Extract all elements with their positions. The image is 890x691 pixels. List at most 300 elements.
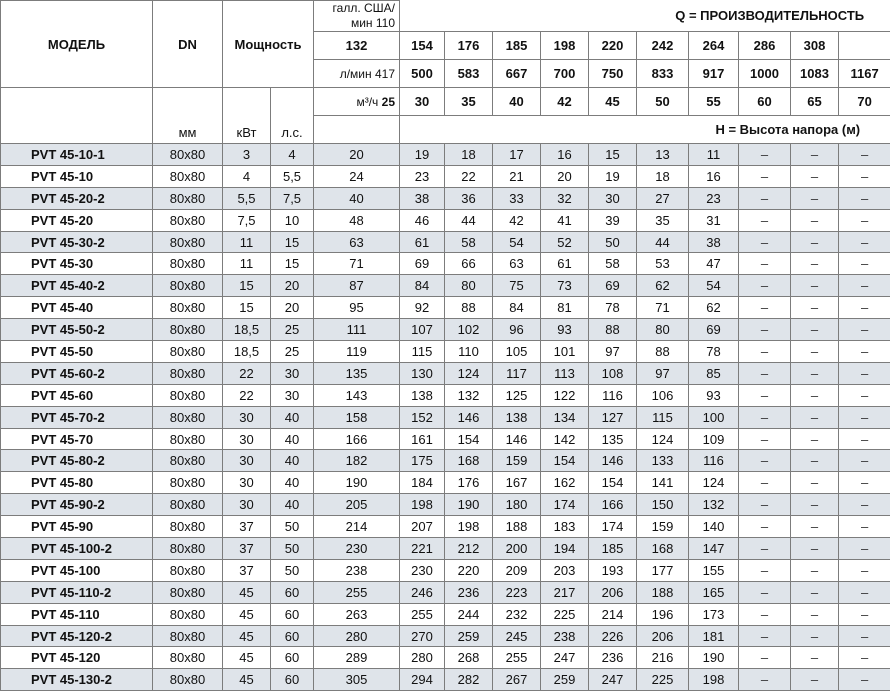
m3h-start-value: 25	[382, 95, 395, 109]
head-value-cell: 18	[637, 165, 689, 187]
dn-cell: 80x80	[153, 581, 223, 603]
head-value-cell: 289	[314, 647, 400, 669]
head-value-cell: 17	[493, 144, 541, 166]
head-value-cell: 226	[589, 625, 637, 647]
lpm-value: 833	[637, 60, 689, 88]
head-value-cell: 180	[493, 494, 541, 516]
head-value-cell: 22	[445, 165, 493, 187]
m3h-value: 65	[791, 88, 839, 116]
head-value-cell: 154	[589, 472, 637, 494]
head-value-cell: –	[739, 625, 791, 647]
head-value-cell: 71	[637, 297, 689, 319]
table-row	[1, 362, 890, 384]
hp-cell: 60	[271, 669, 314, 691]
table-row	[1, 165, 890, 187]
gpm-value: 198	[541, 32, 589, 60]
table-row	[1, 253, 890, 275]
head-value-cell: 97	[637, 362, 689, 384]
model-cell: PVT 45-90	[1, 516, 153, 538]
head-value-cell: –	[839, 341, 890, 363]
head-value-cell: 142	[541, 428, 589, 450]
kw-cell: 3	[223, 144, 271, 166]
header-model: МОДЕЛЬ	[1, 1, 153, 88]
table-row	[1, 603, 890, 625]
head-value-cell: 141	[637, 472, 689, 494]
model-cell: PVT 45-120-2	[1, 625, 153, 647]
head-value-cell: 15	[589, 144, 637, 166]
head-value-cell: 263	[314, 603, 400, 625]
head-value-cell: –	[839, 516, 890, 538]
head-value-cell: 174	[589, 516, 637, 538]
head-value-cell: 13	[637, 144, 689, 166]
head-value-cell: –	[791, 275, 839, 297]
dn-cell: 80x80	[153, 669, 223, 691]
head-value-cell: –	[739, 319, 791, 341]
model-cell: PVT 45-30	[1, 253, 153, 275]
head-value-cell: –	[739, 559, 791, 581]
hp-cell: 60	[271, 625, 314, 647]
kw-cell: 30	[223, 472, 271, 494]
dn-cell: 80x80	[153, 165, 223, 187]
head-value-cell: –	[839, 450, 890, 472]
table-header	[1, 1, 890, 144]
head-value-cell: –	[839, 538, 890, 560]
dn-cell: 80x80	[153, 297, 223, 319]
head-value-cell: 198	[445, 516, 493, 538]
m3h-value: 42	[541, 88, 589, 116]
header-hp: л.с.	[271, 88, 314, 144]
table-row	[1, 450, 890, 472]
m3h-value: 50	[637, 88, 689, 116]
head-value-cell: 176	[445, 472, 493, 494]
head-value-cell: 31	[689, 209, 739, 231]
head-value-cell: 18	[445, 144, 493, 166]
head-value-cell: 84	[400, 275, 445, 297]
lpm-start-value: 417	[375, 67, 395, 81]
table-row	[1, 516, 890, 538]
head-value-cell: 54	[493, 231, 541, 253]
model-cell: PVT 45-70-2	[1, 406, 153, 428]
head-value-cell: –	[791, 625, 839, 647]
head-value-cell: 81	[541, 297, 589, 319]
head-value-cell: –	[791, 472, 839, 494]
table-row	[1, 406, 890, 428]
head-value-cell: –	[739, 494, 791, 516]
head-value-cell: –	[839, 165, 890, 187]
head-value-cell: 225	[637, 669, 689, 691]
header-head-spacer	[314, 116, 400, 144]
head-value-cell: 63	[493, 253, 541, 275]
head-value-cell: 198	[689, 669, 739, 691]
head-value-cell: –	[839, 362, 890, 384]
head-value-cell: 259	[541, 669, 589, 691]
head-value-cell: –	[839, 559, 890, 581]
dn-cell: 80x80	[153, 603, 223, 625]
head-value-cell: 69	[689, 319, 739, 341]
head-value-cell: 21	[493, 165, 541, 187]
head-value-cell: 111	[314, 319, 400, 341]
head-value-cell: 93	[541, 319, 589, 341]
head-value-cell: 198	[400, 494, 445, 516]
head-value-cell: –	[739, 516, 791, 538]
hp-cell: 40	[271, 494, 314, 516]
head-value-cell: 117	[493, 362, 541, 384]
head-value-cell: 147	[689, 538, 739, 560]
head-value-cell: –	[791, 450, 839, 472]
head-value-cell: –	[839, 647, 890, 669]
model-cell: PVT 45-70	[1, 428, 153, 450]
kw-cell: 18,5	[223, 341, 271, 363]
head-value-cell: –	[839, 581, 890, 603]
model-cell: PVT 45-80-2	[1, 450, 153, 472]
kw-cell: 45	[223, 581, 271, 603]
dn-cell: 80x80	[153, 494, 223, 516]
gpm-value: 185	[493, 32, 541, 60]
head-value-cell: 280	[400, 647, 445, 669]
table-row	[1, 559, 890, 581]
dn-cell: 80x80	[153, 144, 223, 166]
head-value-cell: 88	[637, 341, 689, 363]
gpm-value: 264	[689, 32, 739, 60]
head-value-cell: –	[739, 165, 791, 187]
head-value-cell: –	[791, 516, 839, 538]
head-value-cell: 167	[493, 472, 541, 494]
head-value-cell: 92	[400, 297, 445, 319]
head-value-cell: 27	[637, 187, 689, 209]
head-value-cell: 88	[589, 319, 637, 341]
hp-cell: 60	[271, 647, 314, 669]
hp-cell: 15	[271, 231, 314, 253]
head-value-cell: 154	[445, 428, 493, 450]
dn-cell: 80x80	[153, 406, 223, 428]
table-row	[1, 384, 890, 406]
head-value-cell: –	[791, 647, 839, 669]
gpm-value: 286	[739, 32, 791, 60]
table-row	[1, 625, 890, 647]
head-value-cell: 85	[689, 362, 739, 384]
kw-cell: 11	[223, 231, 271, 253]
hp-cell: 50	[271, 559, 314, 581]
head-value-cell: 16	[541, 144, 589, 166]
head-value-cell: –	[739, 362, 791, 384]
head-value-cell: 69	[400, 253, 445, 275]
head-value-cell: –	[739, 581, 791, 603]
head-value-cell: 247	[541, 647, 589, 669]
head-value-cell: 20	[541, 165, 589, 187]
model-cell: PVT 45-110	[1, 603, 153, 625]
head-value-cell: 36	[445, 187, 493, 209]
head-value-cell: 132	[689, 494, 739, 516]
model-cell: PVT 45-40	[1, 297, 153, 319]
head-value-cell: –	[839, 625, 890, 647]
head-value-cell: 196	[637, 603, 689, 625]
table-row	[1, 341, 890, 363]
table-row	[1, 581, 890, 603]
head-value-cell: 119	[314, 341, 400, 363]
head-value-cell: –	[839, 297, 890, 319]
head-value-cell: 236	[589, 647, 637, 669]
kw-cell: 15	[223, 275, 271, 297]
head-value-cell: 236	[445, 581, 493, 603]
head-value-cell: –	[839, 428, 890, 450]
dn-cell: 80x80	[153, 428, 223, 450]
head-value-cell: 23	[689, 187, 739, 209]
head-value-cell: 39	[589, 209, 637, 231]
model-cell: PVT 45-10	[1, 165, 153, 187]
head-value-cell: 193	[589, 559, 637, 581]
head-value-cell: 165	[689, 581, 739, 603]
lpm-label-text: л/мин	[340, 67, 372, 81]
gpm-value: 154	[400, 32, 445, 60]
head-value-cell: 110	[445, 341, 493, 363]
head-value-cell: 247	[589, 669, 637, 691]
kw-cell: 37	[223, 559, 271, 581]
head-value-cell: 20	[314, 144, 400, 166]
model-cell: PVT 45-40-2	[1, 275, 153, 297]
head-value-cell: 205	[314, 494, 400, 516]
head-value-cell: –	[791, 297, 839, 319]
head-value-cell: –	[739, 669, 791, 691]
head-value-cell: 182	[314, 450, 400, 472]
head-value-cell: 124	[637, 428, 689, 450]
head-value-cell: 168	[445, 450, 493, 472]
head-value-cell: 78	[689, 341, 739, 363]
head-value-cell: –	[791, 165, 839, 187]
kw-cell: 45	[223, 603, 271, 625]
header-kw: кВт	[223, 88, 271, 144]
head-value-cell: 47	[689, 253, 739, 275]
hp-cell: 25	[271, 341, 314, 363]
table-row	[1, 647, 890, 669]
head-value-cell: 143	[314, 384, 400, 406]
head-value-cell: 19	[589, 165, 637, 187]
lpm-value: 583	[445, 60, 493, 88]
head-value-cell: –	[791, 669, 839, 691]
head-value-cell: –	[839, 187, 890, 209]
head-value-cell: 188	[637, 581, 689, 603]
head-value-cell: 46	[400, 209, 445, 231]
head-value-cell: –	[791, 603, 839, 625]
gpm-value: 176	[445, 32, 493, 60]
table-row	[1, 669, 890, 691]
head-value-cell: 11	[689, 144, 739, 166]
lpm-value: 1167	[839, 60, 890, 88]
head-value-cell: 19	[400, 144, 445, 166]
header-m3h-label	[314, 88, 400, 116]
head-value-cell: 97	[589, 341, 637, 363]
hp-cell: 7,5	[271, 187, 314, 209]
head-value-cell: 209	[493, 559, 541, 581]
kw-cell: 37	[223, 516, 271, 538]
head-value-cell: 54	[689, 275, 739, 297]
head-value-cell: –	[739, 472, 791, 494]
table-row	[1, 275, 890, 297]
head-value-cell: –	[739, 144, 791, 166]
dn-cell: 80x80	[153, 341, 223, 363]
head-value-cell: –	[739, 231, 791, 253]
head-value-cell: 216	[637, 647, 689, 669]
head-value-cell: 38	[400, 187, 445, 209]
head-value-cell: 223	[493, 581, 541, 603]
dn-cell: 80x80	[153, 559, 223, 581]
head-value-cell: 135	[589, 428, 637, 450]
head-value-cell: –	[839, 603, 890, 625]
dn-cell: 80x80	[153, 231, 223, 253]
head-value-cell: 23	[400, 165, 445, 187]
head-value-cell: 93	[689, 384, 739, 406]
head-value-cell: 190	[445, 494, 493, 516]
head-value-cell: 69	[589, 275, 637, 297]
head-value-cell: 161	[400, 428, 445, 450]
head-value-cell: 35	[637, 209, 689, 231]
table-row	[1, 538, 890, 560]
head-value-cell: 230	[400, 559, 445, 581]
hp-cell: 40	[271, 428, 314, 450]
dn-cell: 80x80	[153, 472, 223, 494]
lpm-value: 700	[541, 60, 589, 88]
head-value-cell: 177	[637, 559, 689, 581]
kw-cell: 30	[223, 428, 271, 450]
dn-cell: 80x80	[153, 450, 223, 472]
gpm-value: 132	[314, 32, 400, 60]
head-value-cell: 183	[541, 516, 589, 538]
head-value-cell: 116	[589, 384, 637, 406]
kw-cell: 15	[223, 297, 271, 319]
head-value-cell: 80	[637, 319, 689, 341]
head-value-cell: 181	[689, 625, 739, 647]
head-value-cell: –	[739, 275, 791, 297]
dn-cell: 80x80	[153, 362, 223, 384]
model-cell: PVT 45-80	[1, 472, 153, 494]
head-value-cell: –	[791, 362, 839, 384]
head-value-cell: –	[839, 275, 890, 297]
head-value-cell: 58	[589, 253, 637, 275]
head-value-cell: 282	[445, 669, 493, 691]
head-value-cell: 58	[445, 231, 493, 253]
m3h-value: 45	[589, 88, 637, 116]
head-value-cell: 44	[637, 231, 689, 253]
head-value-cell: –	[791, 144, 839, 166]
head-value-cell: 294	[400, 669, 445, 691]
head-value-cell: –	[791, 406, 839, 428]
head-value-cell: 244	[445, 603, 493, 625]
head-value-cell: 200	[493, 538, 541, 560]
table-body	[1, 144, 890, 691]
model-cell: PVT 45-100-2	[1, 538, 153, 560]
head-value-cell: –	[839, 144, 890, 166]
table-row	[1, 472, 890, 494]
kw-cell: 5,5	[223, 187, 271, 209]
kw-cell: 45	[223, 669, 271, 691]
head-value-cell: 188	[493, 516, 541, 538]
head-value-cell: 259	[445, 625, 493, 647]
head-value-cell: 174	[541, 494, 589, 516]
head-value-cell: 267	[493, 669, 541, 691]
head-value-cell: 105	[493, 341, 541, 363]
header-mm: мм	[153, 88, 223, 144]
kw-cell: 37	[223, 538, 271, 560]
head-value-cell: 96	[493, 319, 541, 341]
head-value-cell: –	[791, 187, 839, 209]
head-value-cell: 88	[445, 297, 493, 319]
head-value-cell: 138	[400, 384, 445, 406]
head-value-cell: 102	[445, 319, 493, 341]
model-cell: PVT 45-120	[1, 647, 153, 669]
head-value-cell: 207	[400, 516, 445, 538]
head-value-cell: –	[839, 319, 890, 341]
head-value-cell: 194	[541, 538, 589, 560]
head-value-cell: –	[791, 494, 839, 516]
head-value-cell: 109	[689, 428, 739, 450]
head-value-cell: 166	[314, 428, 400, 450]
m3h-value: 35	[445, 88, 493, 116]
hp-cell: 60	[271, 581, 314, 603]
head-value-cell: 24	[314, 165, 400, 187]
hp-cell: 40	[271, 450, 314, 472]
lpm-value: 1083	[791, 60, 839, 88]
header-head-title: H = Высота напора (м)	[400, 116, 890, 144]
head-value-cell: 280	[314, 625, 400, 647]
dn-cell: 80x80	[153, 319, 223, 341]
head-value-cell: 127	[589, 406, 637, 428]
hp-cell: 40	[271, 472, 314, 494]
hp-cell: 20	[271, 297, 314, 319]
gpm-value: 308	[791, 32, 839, 60]
head-value-cell: 230	[314, 538, 400, 560]
table-row	[1, 428, 890, 450]
head-value-cell: 185	[589, 538, 637, 560]
hp-cell: 30	[271, 384, 314, 406]
dn-cell: 80x80	[153, 253, 223, 275]
model-cell: PVT 45-60	[1, 384, 153, 406]
head-value-cell: 75	[493, 275, 541, 297]
head-value-cell: –	[791, 209, 839, 231]
table-row	[1, 144, 890, 166]
header-dn: DN	[153, 1, 223, 88]
head-value-cell: 61	[541, 253, 589, 275]
head-value-cell: 42	[493, 209, 541, 231]
model-cell: PVT 45-10-1	[1, 144, 153, 166]
lpm-value: 1000	[739, 60, 791, 88]
head-value-cell: 217	[541, 581, 589, 603]
head-value-cell: 107	[400, 319, 445, 341]
hp-cell: 10	[271, 209, 314, 231]
head-value-cell: 245	[493, 625, 541, 647]
head-value-cell: 122	[541, 384, 589, 406]
head-value-cell: 138	[493, 406, 541, 428]
kw-cell: 22	[223, 362, 271, 384]
model-cell: PVT 45-50-2	[1, 319, 153, 341]
head-value-cell: 135	[314, 362, 400, 384]
dn-cell: 80x80	[153, 625, 223, 647]
hp-cell: 40	[271, 406, 314, 428]
head-value-cell: –	[839, 253, 890, 275]
head-value-cell: –	[839, 472, 890, 494]
head-value-cell: 113	[541, 362, 589, 384]
head-value-cell: –	[739, 428, 791, 450]
table-row	[1, 297, 890, 319]
head-value-cell: –	[839, 231, 890, 253]
head-value-cell: 168	[637, 538, 689, 560]
gpm-value: 220	[589, 32, 637, 60]
head-value-cell: 190	[689, 647, 739, 669]
head-value-cell: 175	[400, 450, 445, 472]
m3h-value: 40	[493, 88, 541, 116]
kw-cell: 7,5	[223, 209, 271, 231]
head-value-cell: 255	[400, 603, 445, 625]
m3h-value: 55	[689, 88, 739, 116]
head-value-cell: 225	[541, 603, 589, 625]
